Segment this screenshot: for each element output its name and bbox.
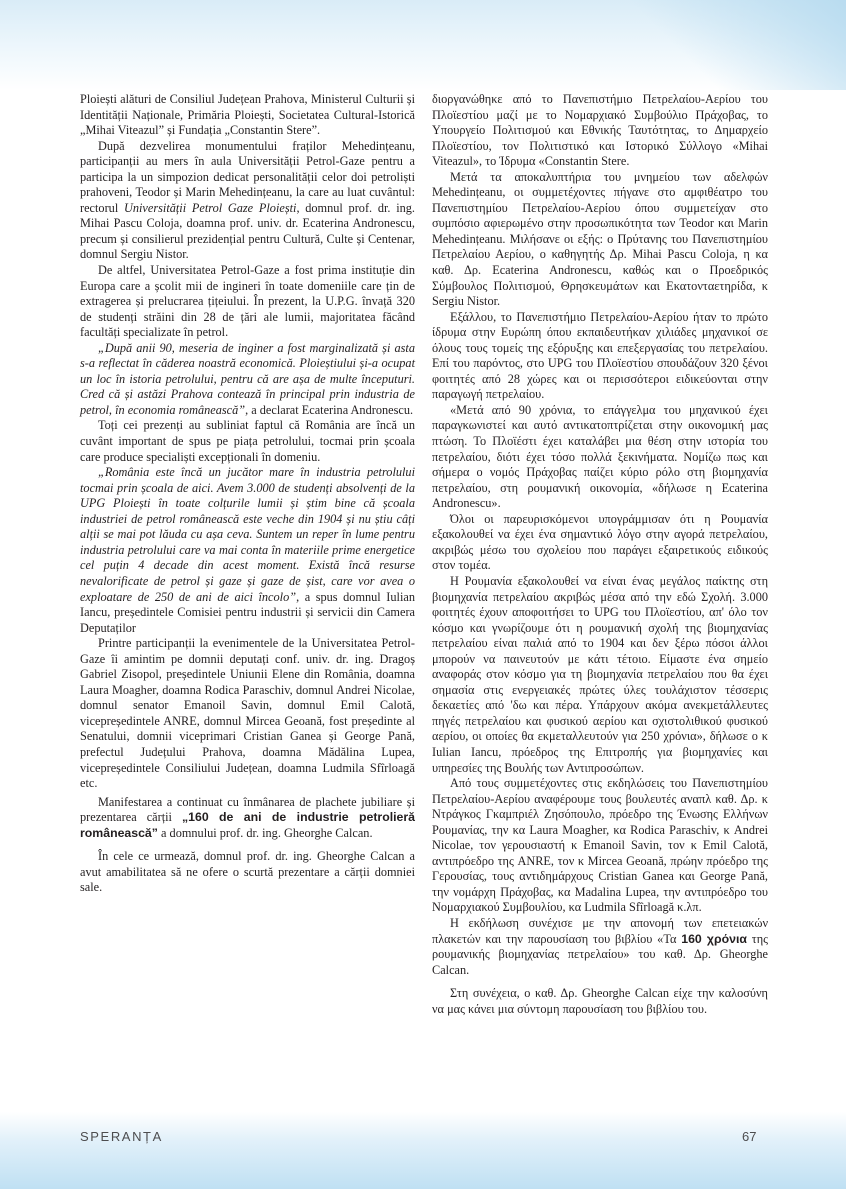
paragraph: Όλοι οι παρευρισκόμενοι υπογράμμισαν ότι η Ρουμανία εξακολουθεί να έχει ένα σημαντικό λόγο στην αγορά πετρελαίου, ακριβώς μέσω του σχολείου που παράγει εξαιρετικούς ειδικούς στον τομέα. (432, 511, 768, 573)
text-run-italic: Universității Petrol Gaze Ploiești (123, 200, 297, 215)
text-run: , a spus domnul Iulian Iancu, președintele Comisiei pentru industrii și servicii din Camera Deputaților (80, 589, 415, 635)
paragraph: În cele ce urmează, domnul prof. dr. ing. Gheorghe Calcan a avut amabilitatea să ne ofere o scurtă prezentare a cărții domniei sale. (80, 849, 415, 895)
footer-band (0, 1112, 846, 1189)
text-run: După dezvelirea monumentului fraților Mehedințeanu, participanții au mers în aula Universității Petrol-Gaze pentru a participa la un simpozion dedicat personalității celor doi petroliști prahoveni, Teodor și Marin Mehedințeanu, la care au luat cuvântul: rectorul (80, 138, 415, 215)
paragraph: «Μετά από 90 χρόνια, το επάγγελμα του μηχανικού έχει παραγκωνιστεί και αυτό αντικατοπτρίζεται στην οικονομική μας πτώση. Το Πλοϊέστι έχει καταλάβει μια θέση στην ιστορία του πετρελαίου, διότι έχει τόσο πολλά ξεκινήματα. Νομίζω πως και σήμερα ο νομός Πράχοβας παίζει κύριο ρόλο στη βιομηχανία πετρελαίου, στη ρουμανική οικονομία, «δήλωσε η Ecaterina Andronescu». (432, 402, 768, 511)
quote-italic: „România este încă un jucător mare în industria petrolului tocmai prin școala de aici. Avem 3.000 de studenți absolvenți de la UPG Ploiești în toate colțurile lumii și știm bine că școala industriei de petrol românească este veche din 1904 și nu știu câți alții se mai pot lăuda cu așa ceva. Suntem un reper în lume pentru industria petrolului care va mai conta în materiile prime energetice cel puțin 4 decade din acest moment. Există încă resurse nevalorificate de petrol și gaze și gaze de șist, care vor avea o exploatare de 250 de ani de aici încolo” (80, 465, 415, 604)
paragraph: Printre participanții la evenimentele de la Universitatea Petrol-Gaze îi amintim pe domnii deputați conf. univ. dr. ing. Dragoș Gabriel Zisopol, președintele Uniunii Elene din România, doamna Laura Moagher, doamna Rodica Paraschiv, domnul Andrei Nicolae, domnul senator Emanoil Savin, domnul Emil Calotă, vicepreședintele ANRE, domnul Mircea Geoană, fost președinte al Senatului, domnii viceprimari Cristian Ganea și George Pană, prefectul Județului Prahova, doamna Mădălina Lupea, vicepreședintele Consiliului Județean, doamna Ludmila Sfîrloagă etc. (80, 636, 415, 791)
text-run: Η εκδήλωση συνέχισε με την απονομή των επετειακών πλακετών και την παρουσίαση του βιβλίου «Τα (432, 915, 768, 946)
paragraph (80, 341, 415, 419)
left-column (80, 92, 415, 896)
paragraph: Η Ρουμανία εξακολουθεί να είναι ένας μεγάλος παίκτης στη βιομηχανία πετρελαίου ακριβώς μέσα από την εδώ Σχολή. 3.000 φοιτητές έχουν αποφοιτήσει το UPG του Πλοϊεστίου, απ' όλο τον κόσμο και γνωρίζουμε ότι η ρουμανική σχολή της βιομηχανίας πετρελαίου είναι παλιά από το 1904 και δεν ξέρω πόσοι άλλοι μπορούν να παινευτούν με κάτι τέτοιο. Είμαστε ένα σημείο αναφοράς στον κόσμο για τη βιομηχανία πετρελαίου που θα έχει σημασία στις ενεργειακές πρώτες ύλες τουλάχιστον τέσσερις δεκαετίες από 'δω και πέρα. Υπάρχουν ακόμα ανεκμετάλλευτες πηγές πετρελαίου και φυσικού αερίου και σχιστολιθικού φυσικού αερίου, οι οποίες θα εκμεταλλευτούν για 250 χρόνια», δήλωσε ο κ Iulian Iancu, πρόεδρος της Επιτροπής για βιομηχανίες και υπηρεσίες της Βουλής των Αντιπροσώπων. (432, 573, 768, 775)
text-run: a domnului prof. dr. ing. Gheorghe Calcan. (157, 825, 373, 840)
paragraph: Μετά τα αποκαλυπτήρια του μνημείου των αδελφών Mehedințeanu, οι συμμετέχοντες πήγανε στο αμφιθέατρο του Πανεπιστημίου Πετρελαίου-Αερίου όπου συμμετείχαν στο συμπόσιο αφιερωμένο στην προσωπικότητα των Teodor και Marin Mehedințeanu. Μιλήσανε οι εξής: ο Πρύτανης του Πανεπιστημίου Πετρελαίου Αερίου, ο καθηγητής Δρ. Mihai Pascu Coloja, η κα καθ. Δρ. Ecaterina Andronescu, καθώς και ο Προεδρικός Σύμβουλος Πολιτισμού, Θρησκευμάτων και Εκατονταετηρίδα, κ Sergiu Nistor. (432, 169, 768, 309)
paragraph: Toți cei prezenți au subliniat faptul că România are încă un cuvânt important de spus pe piața petrolului, tocmai prin școala care produce specialiști excepționali în domeniu. (80, 418, 415, 464)
paragraph (80, 465, 415, 636)
paragraph: διοργανώθηκε από το Πανεπιστήμιο Πετρελαίου-Αερίου του Πλοϊεστίου μαζί με το Νομαρχιακό Συμβούλιο Πράχοβας, το Υπουργείο Πολιτισμού και Εθνικής Ταυτότητας, το Δημαρχείο Πλοϊεστίου, τον Πολιτιστικό και Ιστορικό Σύλλογο «Mihai Viteazul», το Ίδρυμα «Constantin Stere. (432, 92, 768, 169)
book-title-bold: „160 de ani de industrie petrolieră românească” (80, 810, 416, 840)
paragraph: Ploiești alături de Consiliul Județean Prahova, Ministerul Culturii și Identității Naționale, Primăria Ploiești, Societatea Cultural-Istorică „Mihai Viteazul” și Fundația „Constantin Stere”. (80, 92, 415, 138)
paragraph (432, 916, 768, 978)
page-number: 67 (742, 1129, 757, 1144)
paragraph: Εξάλλου, το Πανεπιστήμιο Πετρελαίου-Αερίου ήταν το πρώτο ίδρυμα στην Ευρώπη όπου εκπαιδευτήκαν χιλιάδες μηχανικοί σε όλους τους τομείς της εξόρυξης και επεξεργασίας του πετρελαίου. Επί του παρόντος, στο UPG του Πλοϊεστίου σπουδάζουν 320 ξένοι φοιτητές από 28 χώρες και οι περισσότεροι ειδικεύονται στην παραγωγή πετρελαίου. (432, 309, 768, 402)
paragraph: De altfel, Universitatea Petrol-Gaze a fost prima instituție din Europa care a școlit mii de ingineri în toate domeniile care țin de extragerea și prelucrarea țițeiului. În prezent, la U.P.G. învață 320 de studenți străini din 28 de țări ale lumii, majoritatea făcând facultăți specializate în petrol. (80, 263, 415, 340)
top-decoration (0, 0, 846, 90)
right-column (432, 92, 768, 1017)
paragraph: Στη συνέχεια, ο καθ. Δρ. Gheorghe Calcan είχε την καλοσύνη να μας κάνει μια σύντομη παρουσίαση του βιβλίου του. (432, 986, 768, 1016)
magazine-name: SPERANȚA (80, 1129, 163, 1144)
text-run: της ρουμανικής βιομηχανίας πετρελαίου» του καθ. Δρ. Gheorghe Calcan. (432, 931, 768, 977)
text-run: , a declarat Ecaterina Andronescu. (245, 402, 414, 417)
quote-italic: „După anii 90, meseria de inginer a fost marginalizată și asta s-a reflectat în căderea noastră economică. Ploieștiului și-a ocupat un loc în istoria petrolului, pentru că are așa de multe începuturi. Cred că și astăzi Prahova contează în principal prin industria de petrol, în economia românească” (80, 340, 415, 417)
paragraph: Από τους συμμετέχοντες στις εκδηλώσεις του Πανεπιστημίου Πετρελαίου-Αερίου αναφέρουμε τους βουλευτές αναπλ καθ. Δρ. κ Ντράγκος Γκαμπριέλ Ζησόπουλο, πρόεδρο της Ένωσης Ελλήνων Ρουμανίας, την κα Laura Moagher, κα Rodica Paraschiv, κ Andrei Nicolae, τον γερουσιαστή κ Emanoil Savin, τον κ Emil Calotă, αντιπρόεδρο της ANRE, τον κ Mircea Geoană, πρώην πρόεδρο της Γερουσίας, τους αντιδημάρχους Cristian Ganea και George Pană, την νομάρχη Πράχοβας, κα Madalina Lupea, την αντιπρόεδρο του Νομαρχιακού Συμβουλίου, κα Ludmila Sfîrloagă κ.λπ. (432, 776, 768, 915)
text-run: Manifestarea a continuat cu înmânarea de plachete jubiliare și prezentarea cărții (80, 794, 415, 825)
paragraph (80, 795, 415, 842)
book-title-bold: 160 χρόνια (681, 931, 747, 946)
paragraph (80, 139, 415, 263)
text-run: , domnul prof. dr. ing. Mihai Pascu Coloja, doamna prof. univ. dr. Ecaterina Andronescu, precum și consilierul prezidențial pentru Cultură, Culte și Centenar, domnul Sergiu Nistor. (80, 200, 416, 262)
